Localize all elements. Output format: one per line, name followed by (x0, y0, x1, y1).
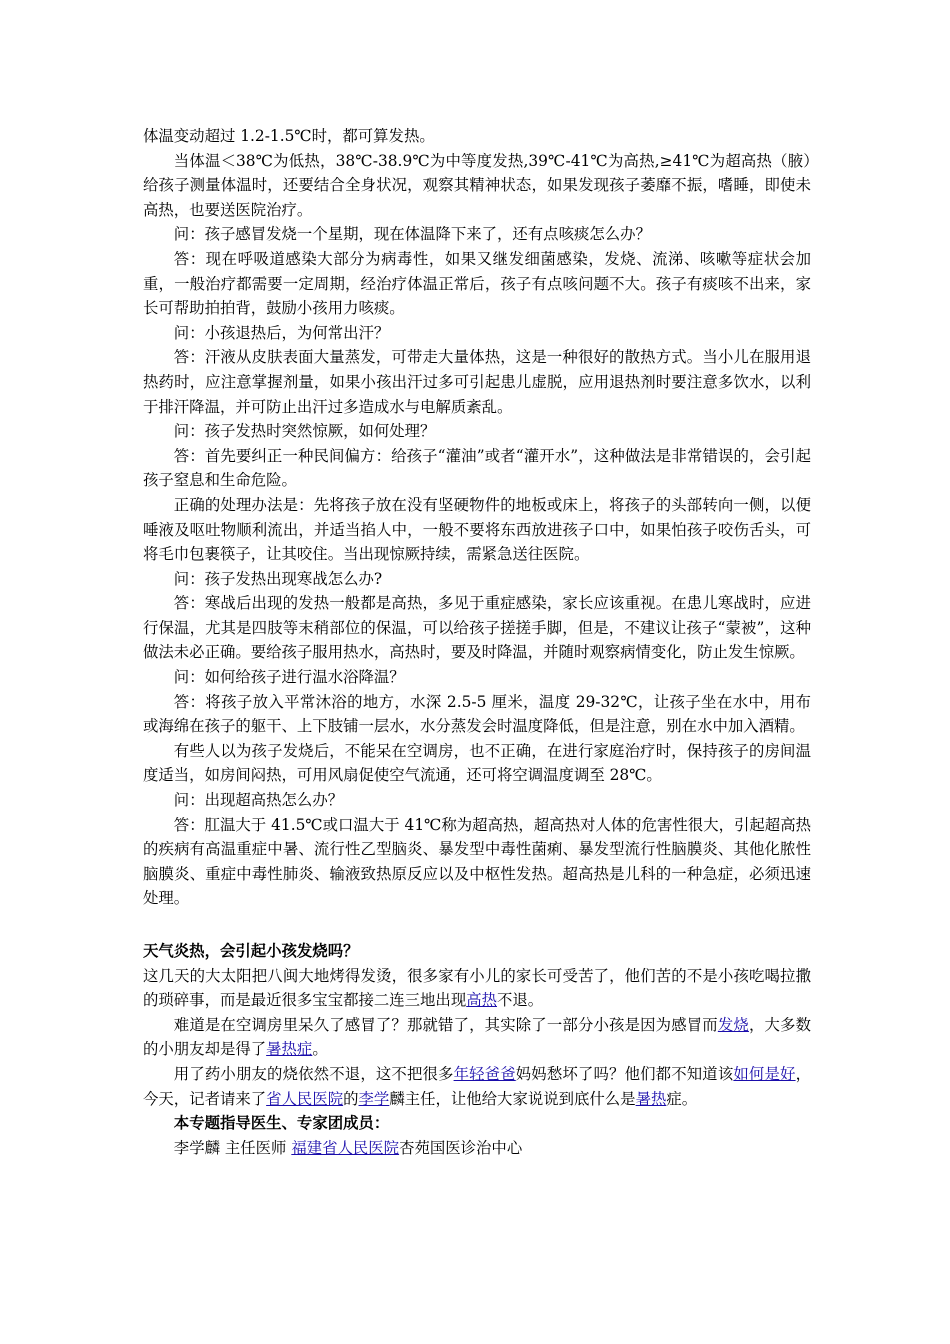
answer: 有些人以为孩子发烧后，不能呆在空调房，也不正确，在进行家庭治疗时，保持孩子的房间温度适当，如房间闷热，可用风扇促使空气流通，还可将空调温度调至 28℃。 (143, 741, 811, 785)
text: 杏苑国医诊治中心 (399, 1138, 523, 1157)
text: 麟主任，让他给大家说说到底什么是 (389, 1089, 636, 1108)
link-li-xue[interactable]: 李学 (358, 1089, 390, 1108)
text: 。 (312, 1040, 328, 1059)
question: 问：孩子发热时突然惊厥，如何处理？ (173, 422, 436, 441)
answer: 答：现在呼吸道感染大部分为病毒性，如果又继发细菌感染，发烧、流涕、咳嗽等症状会加重，一般治疗都需要一定周期，经治疗体温正常后，孩子有点咳问题不大。孩子有痰咳不出来，家长可帮助拍拍背，鼓励小孩用力咳痰。 (143, 249, 811, 318)
document-body (143, 124, 811, 1160)
link-fever[interactable]: 发烧 (717, 1015, 749, 1034)
team-member (143, 1136, 811, 1161)
text: 这几天的大太阳把八闽大地烤得发烫，很多家有小儿的家长可受苦了，他们苦的不是小孩吃喝拉撒的琐碎事，而是最近很多宝宝都接二连三地出现 (143, 966, 811, 1010)
text: 症。 (666, 1089, 698, 1108)
link-fujian-hospital[interactable]: 福建省人民医院 (291, 1138, 400, 1157)
text: 妈妈愁坏了吗？他们都不知道该 (515, 1064, 734, 1083)
text: 不退。 (497, 991, 544, 1010)
text: ，今天，记者请来了 (143, 1064, 811, 1108)
text: ，大多数的小朋友却是得了 (143, 1015, 811, 1059)
answer: 答：汗液从皮肤表面大量蒸发，可带走大量体热，这是一种很好的散热方式。当小儿在服用退热药时，应注意掌握剂量，如果小孩出汗过多可引起患儿虚脱，应用退热剂时要注意多饮水，以利于排汗降温，并可防止出汗过多造成水与电解质紊乱。 (143, 348, 811, 416)
link-young-dads[interactable]: 年轻爸爸 (453, 1064, 516, 1083)
question: 问：小孩退热后，为何常出汗？ (173, 323, 390, 342)
paragraph (143, 1013, 811, 1062)
text: 用了药小朋友的烧依然不退，这不把很多 (173, 1064, 454, 1083)
answer: 答：肛温大于 41.5℃或口温大于 41℃称为超高热，超高热对人体的危害性很大，引起超高热的疾病有高温重症中暑、流行性乙型脑炎、暴发型中毒性菌痢、暴发型流行性脑膜炎、其他化脓性脑膜炎、重症中毒性肺炎、输液致热原反应以及中枢性发热。超高热是儿科的一种急症，必须迅速处理。 (143, 815, 811, 908)
question: 问：孩子发热出现寒战怎么办? (173, 569, 383, 588)
answer: 正确的处理办法是：先将孩子放在没有坚硬物件的地板或床上，将孩子的头部转向一侧，以便唾液及呕吐物顺利流出，并适当掐人中，一般不要将东西放进孩子口中，如果怕孩子咬伤舌头，可将毛巾包裹筷子，让其咬住。当出现惊厥持续，需紧急送往医院。 (143, 495, 811, 564)
link-high-fever[interactable]: 高热 (466, 991, 498, 1010)
answer: 答：将孩子放入平常沐浴的地方，水深 2.5-5 厘米，温度 29-32℃，让孩子坐在水中，用布或海绵在孩子的躯干、上下肢铺一层水，水分蒸发会时温度降低，但是注意，别在水中加入酒精。 (143, 692, 811, 736)
question: 问：出现超高热怎么办？ (173, 791, 344, 810)
section-spacer (143, 911, 811, 939)
paragraph (143, 1062, 811, 1111)
section-heading: 天气炎热，会引起小孩发烧吗？ (143, 942, 359, 960)
text: 的 (343, 1089, 359, 1108)
link-provincial-hospital[interactable]: 省人民医院 (266, 1089, 344, 1108)
team-heading: 本专题指导医生、专家团成员： (173, 1114, 390, 1133)
paragraph (143, 964, 811, 1013)
question: 问：孩子感冒发烧一个星期，现在体温降下来了，还有点咳痰怎么办？ (173, 225, 651, 244)
text: 难道是在空调房里呆久了感冒了？那就错了，其实除了一部分小孩是因为感冒而 (173, 1015, 718, 1034)
paragraph: 当体温＜38℃为低热，38℃-38.9℃为中等度发热,39℃-41℃为高热,≥41℃为超高热（腋）给孩子测量体温时，还要结合全身状况，观察其精神状态，如果发现孩子萎靡不振，嗜睡，即使未高热，也要送医院治疗。 (143, 151, 811, 219)
question: 问：如何给孩子进行温水浴降温？ (173, 668, 405, 687)
link-what-to-do[interactable]: 如何是好 (733, 1064, 796, 1083)
paragraph: 体温变动超过 1.2-1.5℃时，都可算发热。 (143, 127, 435, 145)
answer: 答：首先要纠正一种民间偏方：给孩子“灌油”或者“灌开水”，这种做法是非常错误的，会引起孩子窒息和生命危险。 (143, 446, 811, 490)
text: 李学麟 主任医师 (173, 1138, 292, 1157)
link-summer-heat[interactable]: 暑热 (635, 1089, 667, 1108)
link-summer-fever[interactable]: 暑热症 (266, 1040, 313, 1059)
answer: 答：寒战后出现的发热一般都是高热，多见于重症感染，家长应该重视。在患儿寒战时，应进行保温，尤其是四肢等末稍部位的保温，可以给孩子搓搓手脚，但是，不建议让孩子“蒙被”，这种做法未必正确。要给孩子服用热水，高热时，要及时降温，并随时观察病情变化，防止发生惊厥。 (143, 594, 811, 662)
